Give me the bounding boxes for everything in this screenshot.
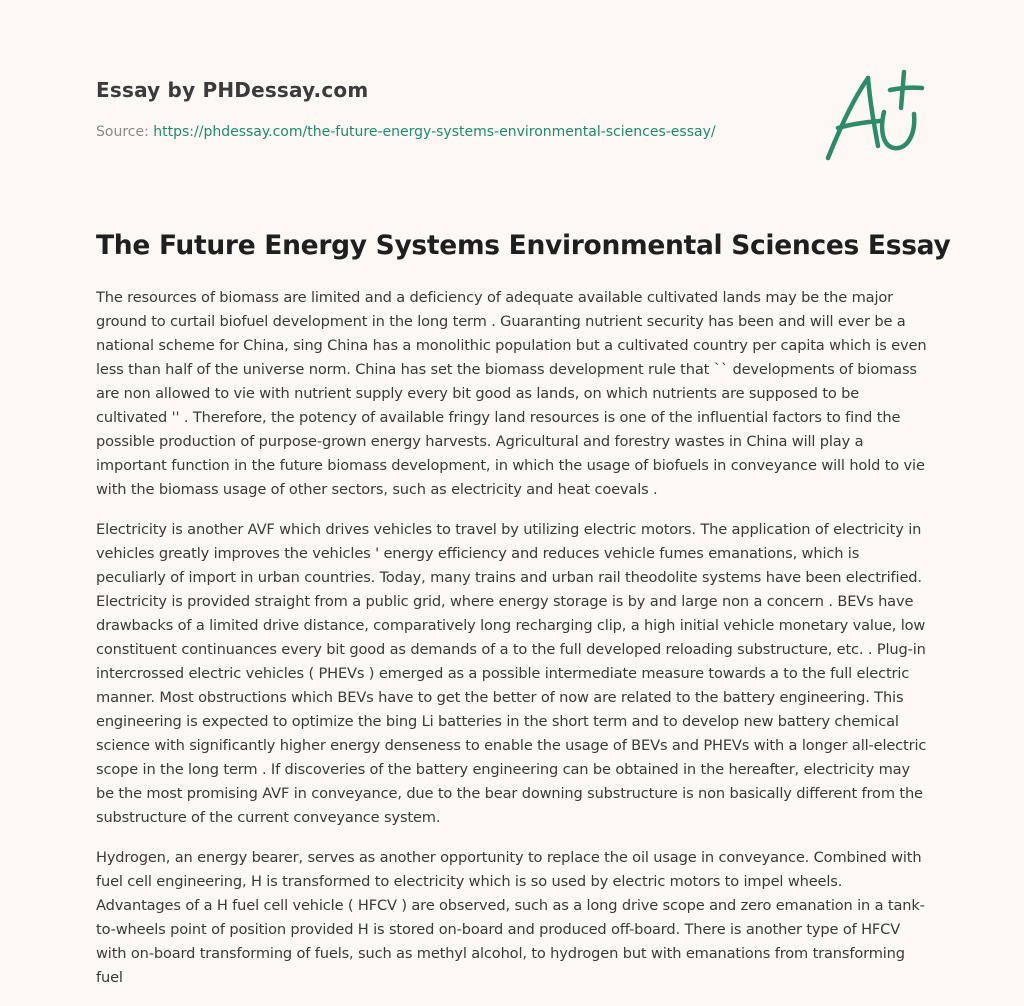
source-label: Source: bbox=[96, 124, 154, 140]
essay-body bbox=[96, 286, 928, 1006]
page-header bbox=[96, 76, 796, 142]
paragraph: Hydrogen, an energy bearer, serves as another opportunity to replace the oil usage in conveyance. Combined with fuel cell engineering, H is transformed to electricity which is so used by electric motors to impel wheels. Advantages of a H fuel cell vehicle ( HFCV ) are observed, such as a long drive scope and zero emanation in a tank-to-wheels point of position provided H is stored on-board and produced off-board. There is another type of HFCV with on-board transforming of fuels, such as methyl alcohol, to hydrogen but with emanations from transforming fuel bbox=[96, 849, 925, 986]
paragraph: The resources of biomass are limited and a deficiency of adequate available cultivated lands may be the major ground to curtail biofuel development in the long term . Guaranting nutrient security has been and will ever be a national scheme for China, sing China has a monolithic population but a cultivated country per capita which is even less than half of the universe norm. China has set the biomass development rule that `` developments of biomass are non allowed to vie with nutrient supply every bit good as lands, on which nutrients are supposed to be cultivated '' . Therefore, the potency of available fringy land resources is one of the influential factors to find the possible production of purpose-grown energy harvests. Agricultural and forestry wastes in China will play a important function in the future biomass development, in which the usage of biofuels in conveyance will hold to vie with the biomass usage of other sectors, such as electricity and heat coevals . bbox=[96, 289, 927, 498]
essay-title: The Future Energy Systems Environmental Sciences Essay bbox=[96, 230, 951, 261]
source-line bbox=[96, 122, 796, 142]
source-link[interactable]: https://phdessay.com/the-future-energy-systems-environmental-sciences-essay/ bbox=[153, 124, 716, 140]
paragraph: Electricity is another AVF which drives vehicles to travel by utilizing electric motors. The application of electricity in vehicles greatly improves the vehicles ' energy efficiency and reduces vehicle fumes emanations, which is peculiarly of import in urban countries. Today, many trains and urban rail theodolite systems have been electrified. Electricity is provided straight from a public grid, where energy storage is by and large non a concern . BEVs have drawbacks of a limited drive distance, comparatively long recharging clip, a high initial vehicle monetary value, low constituent continuances every bit good as demands of a to the full developed reloading substructure, etc. . Plug-in intercrossed electric vehicles ( PHEVs ) emerged as a possible intermediate measure towards a to the full electric manner. Most obstructions which BEVs have to get the better of now are related to the battery engineering. This engineering is expected to optimize the bing Li batteries in the short term and to develop new battery chemical science with significantly higher energy denseness to enable the usage of BEVs and PHEVs with a longer all-electric scope in the long term . If discoveries of the battery engineering can be obtained in the hereafter, electricity may be the most promising AVF in conveyance, due to the bear downing substructure is non basically different from the substructure of the current conveyance system. bbox=[96, 521, 927, 826]
a-plus-grade-logo bbox=[818, 66, 930, 166]
site-title: Essay by PHDessay.com bbox=[96, 78, 369, 102]
